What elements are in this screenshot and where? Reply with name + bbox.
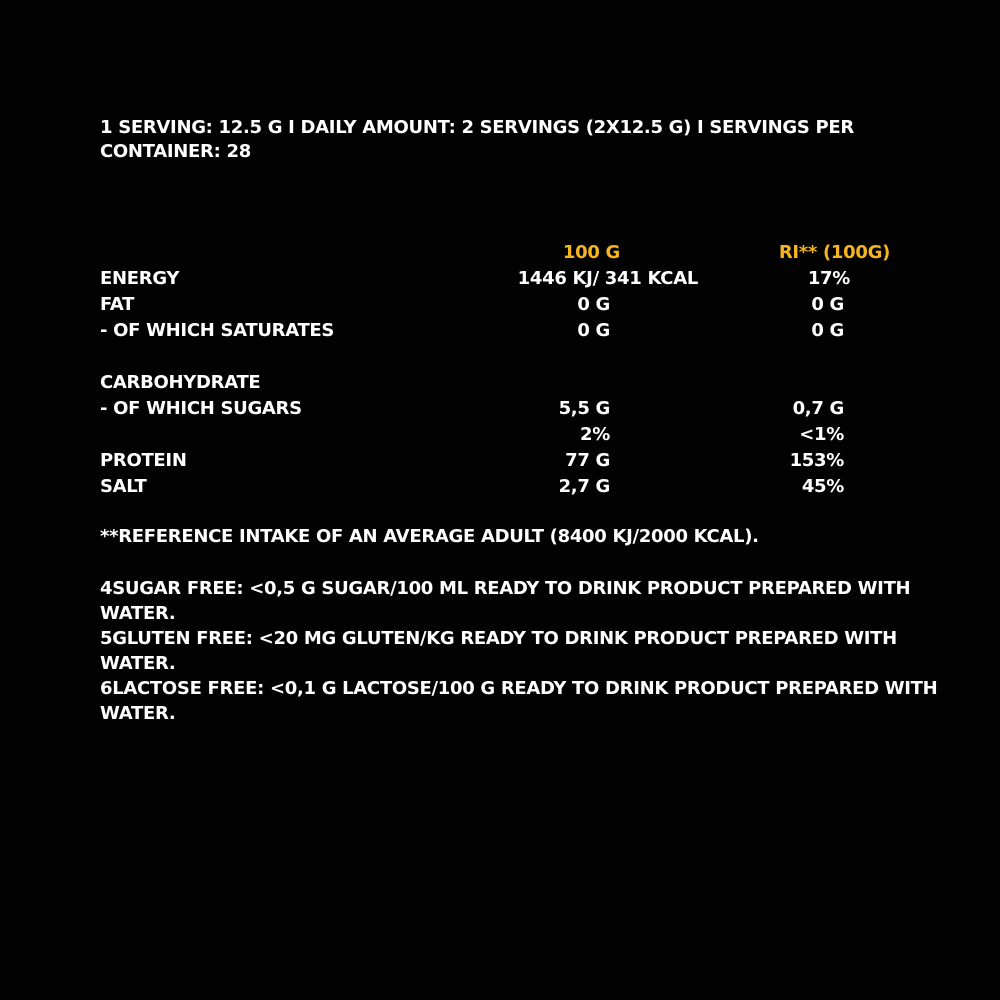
row-value-ri: 45% (801, 476, 844, 497)
row-value-ri: 0 G (811, 320, 844, 341)
row-value-100g: 2,7 G (558, 476, 610, 497)
row-value-100g: 0 G (577, 320, 610, 341)
table-row-sugars (100, 396, 900, 422)
table-spacer (100, 344, 900, 370)
row-value-100g: 5,5 G (558, 398, 610, 419)
table-row-carbohydrate (100, 370, 900, 396)
row-label: ENERGY (100, 268, 180, 289)
lactose-free-claim: 6LACTOSE FREE: <0,1 G LACTOSE/100 G READY TO DRINK PRODUCT PREPARED WITH WATER. (100, 678, 938, 724)
table-header (100, 240, 900, 266)
table-row-sugars-percent (100, 422, 900, 448)
sugar-free-claim: 4SUGAR FREE: <0,5 G SUGAR/100 ML READY TO DRINK PRODUCT PREPARED WITH WATER. (100, 578, 911, 624)
row-label: - OF WHICH SUGARS (100, 398, 302, 419)
row-value-100g: 1446 KJ/ 341 KCAL (517, 268, 698, 289)
row-value-ri: 0 G (811, 294, 844, 315)
row-value-100g: 2% (580, 424, 610, 445)
table-row-protein (100, 448, 900, 474)
row-label: SALT (100, 476, 147, 497)
header-reference-intake: RI** (100G) (778, 242, 890, 263)
table-row-salt (100, 474, 900, 500)
reference-intake-footnote: **REFERENCE INTAKE OF AN AVERAGE ADULT (8400 KJ/2000 KCAL). (100, 526, 759, 547)
row-label: - OF WHICH SATURATES (100, 320, 335, 341)
table-row-fat (100, 292, 900, 318)
row-value-100g: 0 G (577, 294, 610, 315)
free-from-claims (100, 576, 940, 726)
row-value-100g: 77 G (565, 450, 610, 471)
row-value-ri: 0,7 G (792, 398, 844, 419)
row-label: FAT (100, 294, 135, 315)
header-per-100g: 100 G (562, 242, 620, 263)
serving-info: 1 SERVING: 12.5 G I DAILY AMOUNT: 2 SERVINGS (2X12.5 G) I SERVINGS PER CONTAINER: 28 (100, 117, 854, 162)
table-row-saturates (100, 318, 900, 344)
row-label: PROTEIN (100, 450, 187, 471)
table-row-energy (100, 266, 900, 292)
nutrition-table (100, 240, 900, 500)
gluten-free-claim: 5GLUTEN FREE: <20 MG GLUTEN/KG READY TO DRINK PRODUCT PREPARED WITH WATER. (100, 628, 897, 674)
row-value-ri: 153% (789, 450, 844, 471)
row-label: CARBOHYDRATE (100, 372, 261, 393)
row-value-ri: 17% (807, 268, 850, 289)
row-value-ri: <1% (799, 424, 844, 445)
